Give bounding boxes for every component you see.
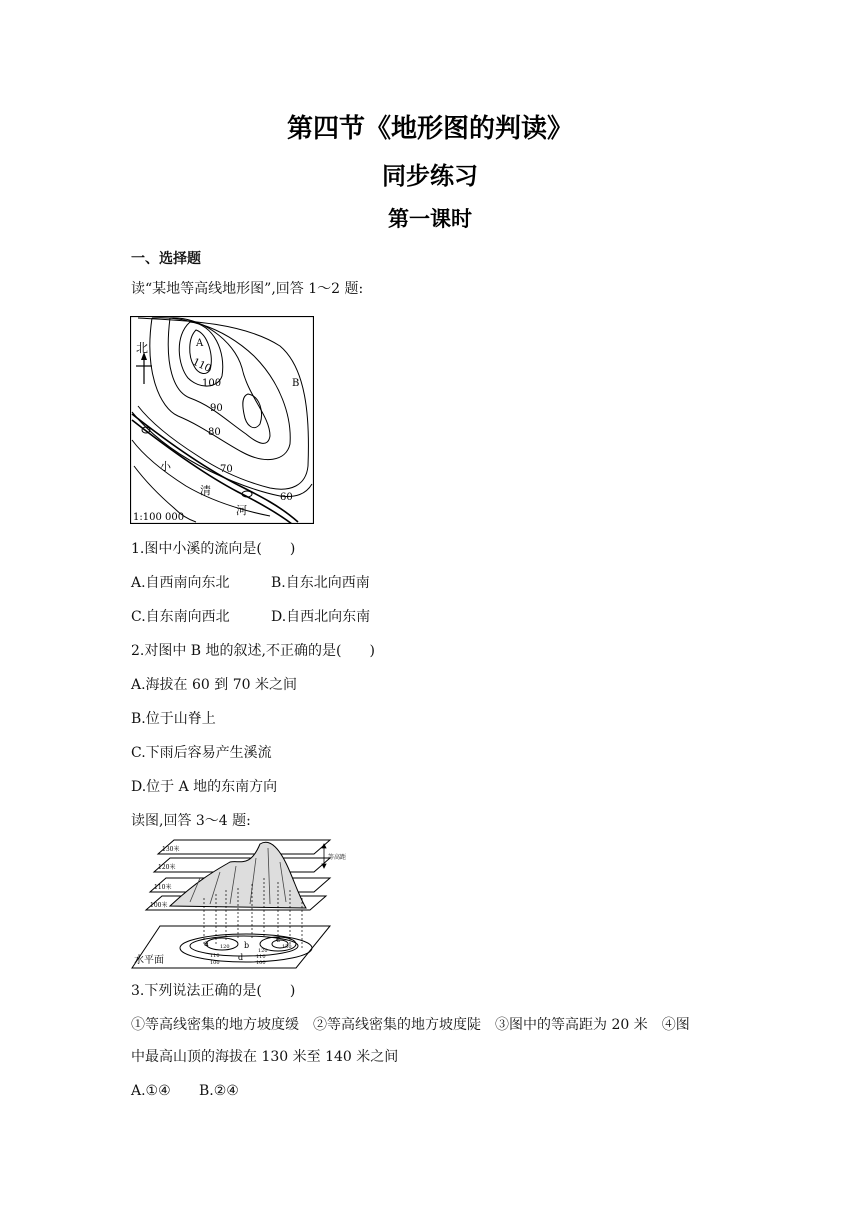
point-a-label: A bbox=[196, 338, 204, 349]
plane-label-130: 130米 bbox=[162, 846, 180, 853]
plane-130 bbox=[158, 840, 330, 854]
map-num-110-left: 110 bbox=[210, 953, 220, 959]
contour-label-90: 90 bbox=[210, 403, 223, 414]
q2-option-c: C.下雨后容易产生溪流 bbox=[131, 745, 272, 761]
q3-stem: 3.下列说法正确的是( ) bbox=[131, 983, 296, 999]
north-label: 北 bbox=[136, 341, 149, 355]
q3-option-a: A.①④ bbox=[131, 1083, 171, 1099]
map-num-120-left: 120 bbox=[220, 944, 230, 950]
q1-option-a: A.自西南向东北 bbox=[131, 575, 230, 591]
map-num-130: 130 bbox=[282, 944, 292, 950]
interval-bracket bbox=[322, 844, 326, 868]
q2-option-a: A.海拔在 60 到 70 米之间 bbox=[131, 677, 297, 693]
intro-q1-2: 读“某地等高线地形图”,回答 1～2 题: bbox=[131, 281, 364, 297]
contour-label-60: 60 bbox=[280, 492, 293, 503]
page-subtitle: 同步练习 bbox=[382, 161, 478, 190]
q1-option-d: D.自西北向东南 bbox=[271, 609, 371, 625]
q3-option-b: B.②④ bbox=[199, 1083, 239, 1099]
q1-options-row2 bbox=[131, 607, 370, 627]
contour-label-70: 70 bbox=[220, 464, 233, 475]
point-d-lower: d bbox=[238, 953, 244, 962]
contour-map-figure bbox=[130, 316, 314, 524]
intro-q3-4: 读图,回答 3～4 题: bbox=[131, 813, 251, 829]
q3-statements-line1: ①等高线密集的地方坡度缓 ②等高线密集的地方坡度陡 ③图中的等高距为 20 米 ④图 bbox=[131, 1017, 690, 1033]
map-num-110-right: 110 bbox=[256, 954, 266, 960]
q2-option-d: D.位于 A 地的东南方向 bbox=[131, 779, 278, 795]
contour-label-100: 100 bbox=[202, 378, 222, 389]
map-num-120-right: 120 bbox=[258, 948, 268, 954]
q1-options-row1 bbox=[131, 573, 370, 593]
lesson-label: 第一课时 bbox=[388, 206, 472, 231]
q1-option-b: B.自东北向西南 bbox=[271, 575, 370, 591]
q3-statements-line2: 中最高山顶的海拔在 130 米至 140 米之间 bbox=[131, 1049, 399, 1065]
contour-label-80: 80 bbox=[208, 427, 221, 438]
plane-label-120: 120米 bbox=[158, 864, 176, 871]
interval-label: 等高距 bbox=[328, 854, 347, 861]
q2-stem: 2.对图中 B 地的叙述,不正确的是( ) bbox=[131, 643, 375, 659]
point-b-label: B bbox=[292, 378, 300, 389]
river-char-2: 清 bbox=[200, 484, 211, 497]
plane-label-100: 100米 bbox=[150, 902, 168, 909]
contour-3d-figure bbox=[130, 838, 352, 970]
q3-options bbox=[131, 1081, 239, 1101]
contour-label-110: 110 bbox=[190, 356, 213, 375]
map-scale: 1:100 000 bbox=[133, 512, 185, 523]
plane-label-110: 110米 bbox=[154, 884, 172, 891]
q2-option-b: B.位于山脊上 bbox=[131, 711, 216, 727]
map-num-100-right: 100 bbox=[256, 960, 266, 966]
page-title: 第四节《地形图的判读》 bbox=[286, 114, 573, 144]
river-char-3: 河 bbox=[236, 504, 247, 517]
point-a-lower: a bbox=[204, 939, 209, 948]
river-char-1: 小 bbox=[160, 460, 171, 473]
q1-stem: 1.图中小溪的流向是( ) bbox=[131, 541, 296, 557]
base-plane-label: 水平面 bbox=[134, 955, 164, 966]
section-heading: 一、选择题 bbox=[131, 251, 201, 267]
point-b-lower: b bbox=[244, 941, 250, 950]
map-num-100-left: 100 bbox=[210, 960, 220, 966]
point-c-lower: c bbox=[276, 935, 281, 944]
q1-option-c: C.自东南向西北 bbox=[131, 609, 230, 625]
